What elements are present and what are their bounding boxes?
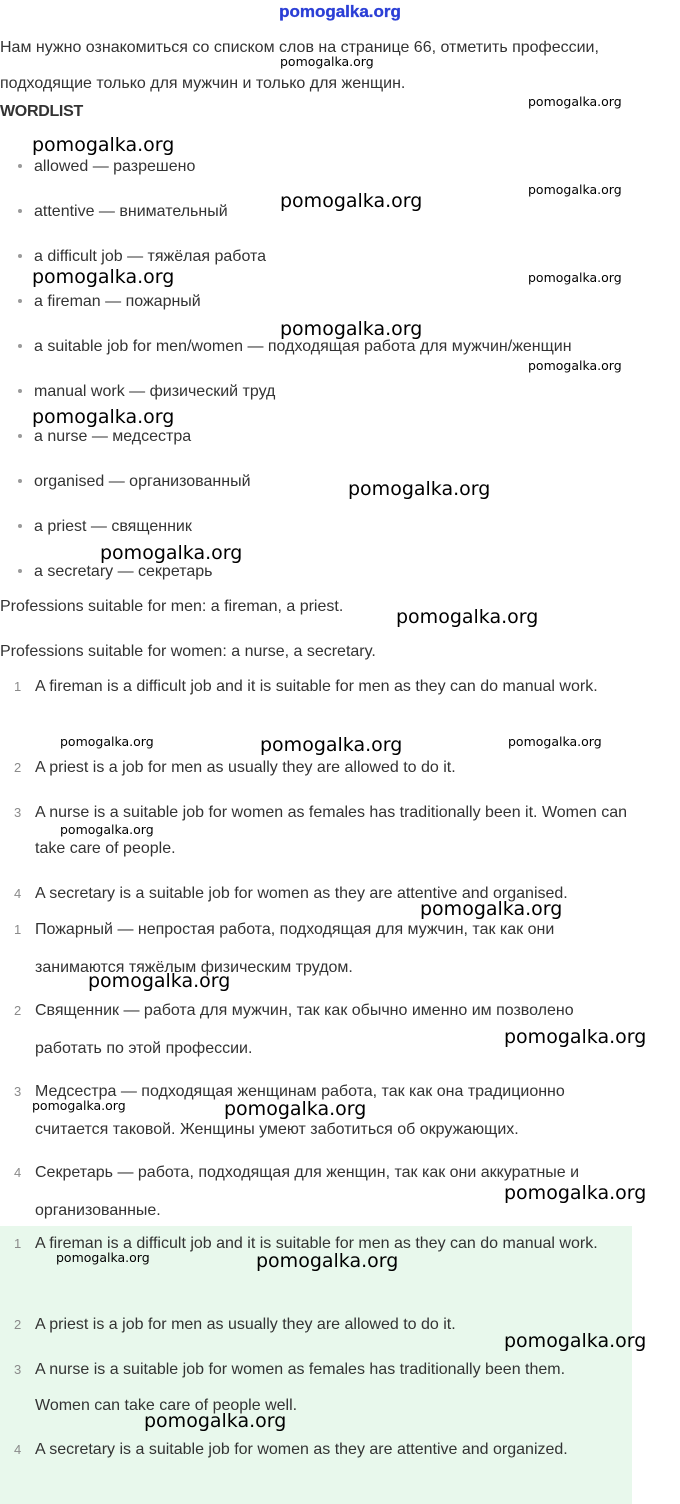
wordlist-item: a nurse — медсестра bbox=[18, 428, 191, 446]
watermark: pomogalka.org bbox=[420, 898, 563, 920]
answer-en-item bbox=[0, 876, 640, 912]
watermark: pomogalka.org bbox=[528, 182, 622, 197]
watermark: pomogalka.org bbox=[60, 734, 154, 749]
answer-green-item bbox=[0, 1352, 600, 1424]
watermark: pomogalka.org bbox=[88, 970, 231, 992]
wordlist-item: attentive — внимательный bbox=[18, 203, 228, 221]
answer-ru-item bbox=[0, 992, 640, 1068]
item-number: 1 bbox=[14, 922, 22, 937]
answer-green-item bbox=[0, 1226, 600, 1262]
watermark: pomogalka.org bbox=[260, 734, 403, 756]
watermark: pomogalka.org bbox=[504, 1330, 647, 1352]
watermark: pomogalka.org bbox=[280, 318, 423, 340]
bullet-icon bbox=[18, 299, 22, 303]
item-text: A nurse is a suitable job for women as females has traditionally been them. Women can take care of people well. bbox=[35, 1361, 566, 1414]
watermark: pomogalka.org bbox=[144, 1410, 287, 1432]
bullet-icon bbox=[18, 254, 22, 258]
watermark: pomogalka.org bbox=[504, 1026, 647, 1048]
watermark: pomogalka.org bbox=[56, 1250, 150, 1265]
watermark: pomogalka.org bbox=[60, 822, 154, 837]
site-link[interactable]: pomogalka.org bbox=[279, 2, 401, 21]
answer-en-item bbox=[0, 795, 640, 867]
item-number: 2 bbox=[14, 1317, 22, 1332]
answer-green-item bbox=[0, 1432, 600, 1468]
wordlist-item: manual work — физический труд bbox=[18, 383, 275, 401]
wordlist-item: a fireman — пожарный bbox=[18, 293, 201, 311]
bullet-icon bbox=[18, 524, 22, 528]
watermark: pomogalka.org bbox=[280, 54, 374, 69]
item-number: 3 bbox=[14, 1084, 22, 1099]
item-text: Священник — работа для мужчин, так как обычно именно им позволено работать по этой профессии. bbox=[35, 1002, 574, 1057]
item-number: 3 bbox=[14, 1362, 22, 1377]
watermark: pomogalka.org bbox=[528, 270, 622, 285]
answer-ru-item bbox=[0, 1073, 640, 1149]
watermark: pomogalka.org bbox=[32, 266, 175, 288]
watermark: pomogalka.org bbox=[528, 358, 622, 373]
item-number: 1 bbox=[14, 679, 22, 694]
watermark: pomogalka.org bbox=[504, 1182, 647, 1204]
professions-women: Professions suitable for women: a nurse, a secretary. bbox=[0, 643, 376, 660]
bullet-icon bbox=[18, 479, 22, 483]
bullet-icon bbox=[18, 569, 22, 573]
intro-text: Нам нужно ознакомиться со списком слов на странице 66, отметить профессии, подходящие только для мужчин и только для женщин. bbox=[0, 39, 599, 92]
item-text: A secretary is a suitable job for women as they are attentive and organised. bbox=[35, 885, 568, 902]
item-text: A priest is a job for men as usually they are allowed to do it. bbox=[35, 1316, 456, 1333]
item-text: Медсестра — подходящая женщинам работа, так как она традиционно считается таковой. Женщины умеют заботиться об окружающих. bbox=[35, 1083, 565, 1138]
item-text: Секретарь — работа, подходящая для женщин, так как они аккуратные и организованные. bbox=[35, 1164, 580, 1219]
wordlist-item: a difficult job — тяжёлая работа bbox=[18, 248, 266, 266]
item-text: A fireman is a difficult job and it is suitable for men as they can do manual work. bbox=[35, 678, 598, 695]
item-number: 2 bbox=[14, 1003, 22, 1018]
watermark: pomogalka.org bbox=[528, 94, 622, 109]
item-number: 4 bbox=[14, 1165, 22, 1180]
answer-en-item bbox=[0, 669, 640, 705]
professions-men: Professions suitable for men: a fireman, a priest. bbox=[0, 598, 344, 615]
watermark: pomogalka.org bbox=[348, 478, 491, 500]
bullet-icon bbox=[18, 344, 22, 348]
item-text: A nurse is a suitable job for women as females has traditionally been it. Women can take care of people. bbox=[35, 804, 628, 857]
item-number: 1 bbox=[14, 1236, 22, 1251]
wordlist-heading: WORDLIST bbox=[0, 103, 83, 120]
answer-green-item bbox=[0, 1307, 600, 1343]
bullet-icon bbox=[18, 434, 22, 438]
wordlist-item: a secretary — секретарь bbox=[18, 563, 212, 581]
wordlist-item: organised — организованный bbox=[18, 473, 251, 491]
item-text: A priest is a job for men as usually they are allowed to do it. bbox=[35, 759, 456, 776]
answer-ru-item bbox=[0, 1154, 640, 1230]
watermark: pomogalka.org bbox=[32, 134, 175, 156]
item-text: A secretary is a suitable job for women as they are attentive and organized. bbox=[35, 1441, 568, 1458]
bullet-icon bbox=[18, 209, 22, 213]
item-number: 4 bbox=[14, 886, 22, 901]
wordlist-item: a priest — священник bbox=[18, 518, 192, 536]
watermark: pomogalka.org bbox=[100, 542, 243, 564]
answer-ru-item bbox=[0, 911, 640, 987]
wordlist-item: allowed — разрешено bbox=[18, 158, 195, 176]
item-number: 4 bbox=[14, 1442, 22, 1457]
item-text: Пожарный — непростая работа, подходящая для мужчин, так как они занимаются тяжёлым физическим трудом. bbox=[35, 921, 555, 976]
item-text: A fireman is a difficult job and it is suitable for men as they can do manual work. bbox=[35, 1235, 598, 1252]
answer-en-item bbox=[0, 750, 640, 786]
watermark: pomogalka.org bbox=[224, 1098, 367, 1120]
wordlist-item: a suitable job for men/women — подходящая работа для мужчин/женщин bbox=[18, 338, 572, 356]
watermark: pomogalka.org bbox=[396, 606, 539, 628]
bullet-icon bbox=[18, 164, 22, 168]
watermark: pomogalka.org bbox=[508, 734, 602, 749]
watermark: pomogalka.org bbox=[256, 1250, 399, 1272]
watermark: pomogalka.org bbox=[280, 190, 423, 212]
watermark: pomogalka.org bbox=[32, 1098, 126, 1113]
item-number: 3 bbox=[14, 805, 22, 820]
item-number: 2 bbox=[14, 760, 22, 775]
watermark: pomogalka.org bbox=[32, 406, 175, 428]
bullet-icon bbox=[18, 389, 22, 393]
